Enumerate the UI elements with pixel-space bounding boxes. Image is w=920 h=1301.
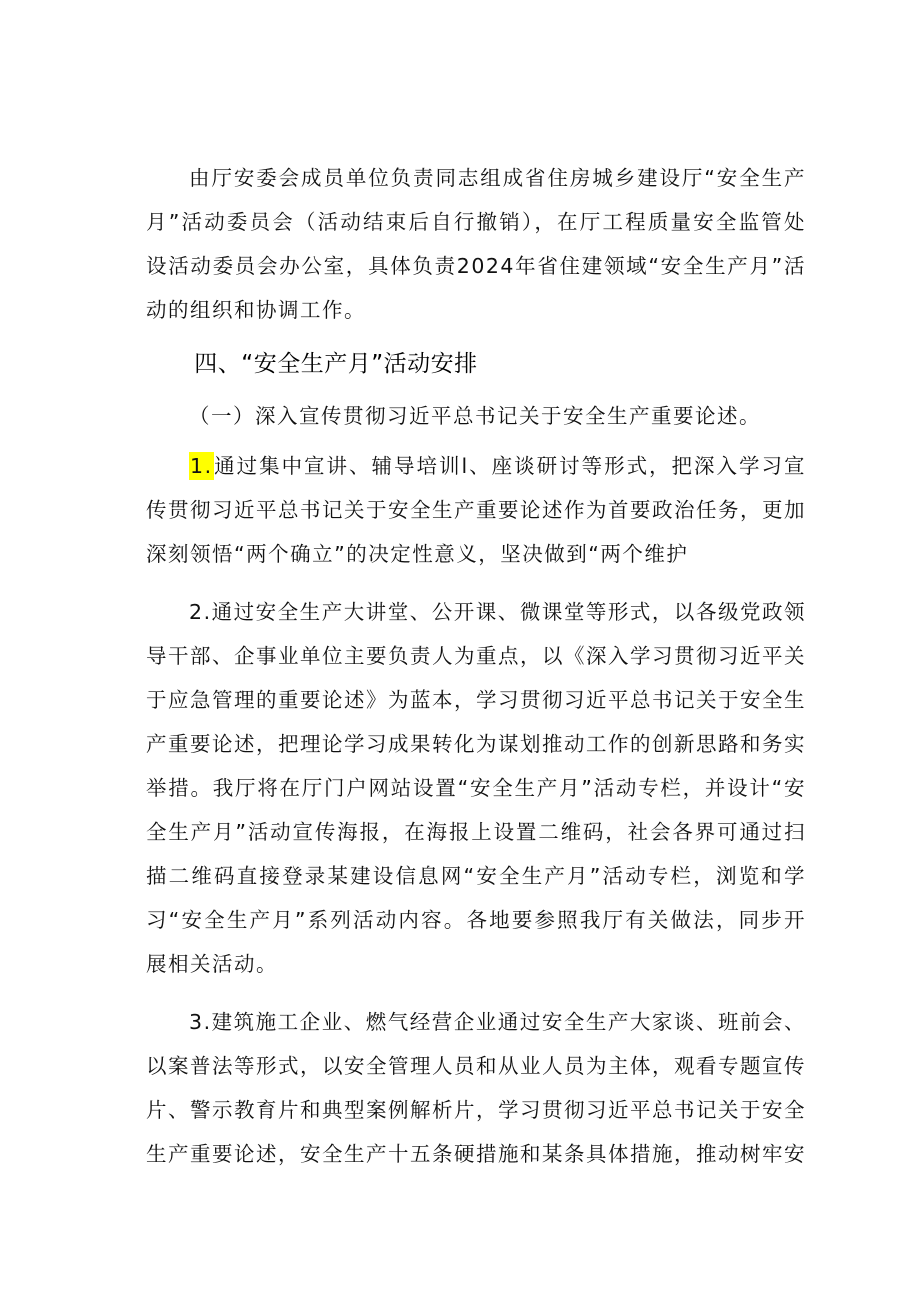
item-3-text: .建筑施工企业、燃气经营企业通过安全生产大家谈、班前会、以案普法等形式，以安全管理人员和从业人员为主体，观看专题宣传片、警示教育片和典型案例解析片，学习贯彻习近平总书记关于安全生产重要论述，安全生产十五条硬措施和某条具体措施，推动树牢安 — [146, 1010, 806, 1166]
item-1-number-highlighted: 1. — [190, 454, 213, 478]
list-item-3 — [146, 1000, 806, 1176]
subsection-1-title: （一）深入宣传贯彻习近平总书记关于安全生产重要论述。 — [189, 404, 762, 428]
item-3-number: 3 — [189, 1010, 204, 1034]
section-4-title: 四、“安全生产月”活动安排 — [194, 351, 478, 377]
spacer — [146, 576, 806, 590]
list-item-1 — [146, 444, 806, 576]
paragraph-committee: 由厅安委会成员单位负责同志组成省住房城乡建设厅“安全生产月”活动委员会（活动结束后自行撤销），在厅工程质量安全监管处设活动委员会办公室，具体负责2024年省住建领域“安全生产月”活动的组织和协调工作。 — [146, 166, 806, 322]
document-page — [146, 156, 806, 1176]
item-1-text: 通过集中宣讲、辅导培训l、座谈研讨等形式，把深入学习宣传贯彻习近平总书记关于安全生产重要论述作为首要政治任务，更加深刻领悟“两个确立”的决定性意义，坚决做到“两个维护 — [146, 454, 806, 566]
list-item-2 — [146, 590, 806, 986]
spacer — [146, 986, 806, 1000]
item-2-number: 2 — [189, 600, 204, 624]
item-2-text: .通过安全生产大讲堂、公开课、微课堂等形式，以各级党政领导干部、企事业单位主要负责人为重点，以《深入学习贯彻习近平关于应急管理的重要论述》为蓝本，学习贯彻习近平总书记关于安全生产重要论述，把理论学习成果转化为谋划推动工作的创新思路和务实举措。我厅将在厅门户网站设置“安全生产月”活动专栏，并设计“安全生产月”活动宣传海报，在海报上设置二维码，社会各界可通过扫描二维码直接登录某建设信息网“安全生产月”活动专栏，浏览和学习“安全生产月”系列活动内容。各地要参照我厅有关做法，同步开展相关活动。 — [146, 600, 806, 976]
